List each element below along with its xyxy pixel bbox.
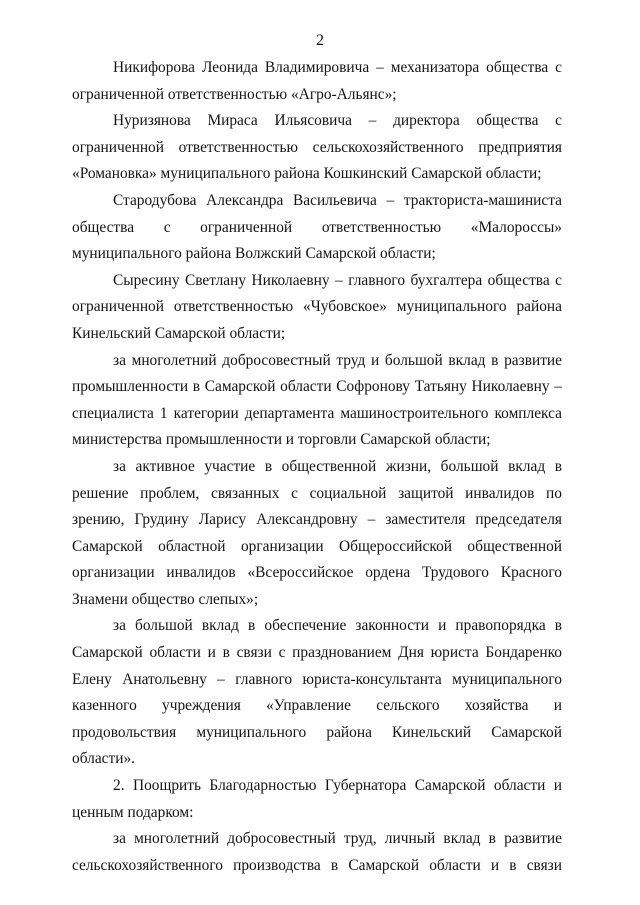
paragraph-section-2: 2. Поощрить Благодарностью Губернатора Самарской области и ценным подарком: [72,777,562,821]
paragraph-sofronova: за многолетний добросовестный труд и большой вклад в развитие промышленности в Самарской области Софронову Татьяну Николаевну – специалиста 1 категории департамента машиностроительного комплекса министерства промышленности и торговли Самарской области; [72,351,562,449]
paragraph-continued: за многолетний добросовестный труд, личный вклад в развитие сельскохозяйственного производства в Самарской области и в связи [72,830,562,874]
paragraph-nikiforov: Никифорова Леонида Владимировича – механизатора общества с ограниченной ответственностью «Агро-Альянс»; [72,59,562,103]
paragraph-nurizyanov: Нуризянова Мираса Ильясовича – директора общества с ограниченной ответственностью сельскохозяйственного предприятия «Романовка» муниципального района Кошкинский Самарской области; [72,112,562,183]
paragraph-bondarenko: за большой вклад в обеспечение законности и правопорядка в Самарской области и в связи с празднованием Дня юриста Бондаренко Елену Анатольевну – главного юриста-консультанта муниципального казенного учреждения «Управление сельского хозяйства и продовольствия муниципального района Кинельский Самарской области». [72,617,562,768]
document-body [72,55,562,879]
page-number: 2 [316,32,324,49]
paragraph-syresina: Сыресину Светлану Николаевну – главного бухгалтера общества с ограниченной ответственностью «Чубовское» муниципального района Кинельский Самарской области; [72,271,562,342]
paragraph-grudina: за активное участие в общественной жизни, большой вклад в решение проблем, связанных с социальной защитой инвалидов по зрению, Грудину Ларису Александровну – заместителя председателя Самарской областной организации Общероссийской общественной организации инвалидов «Всероссийское ордена Трудового Красного Знамени общество слепых»; [72,457,562,608]
paragraph-starodubov: Стародубова Александра Васильевича – тракториста-машиниста общества с ограниченной ответственностью «Малороссы» муниципального района Волжский Самарской области; [72,191,562,263]
